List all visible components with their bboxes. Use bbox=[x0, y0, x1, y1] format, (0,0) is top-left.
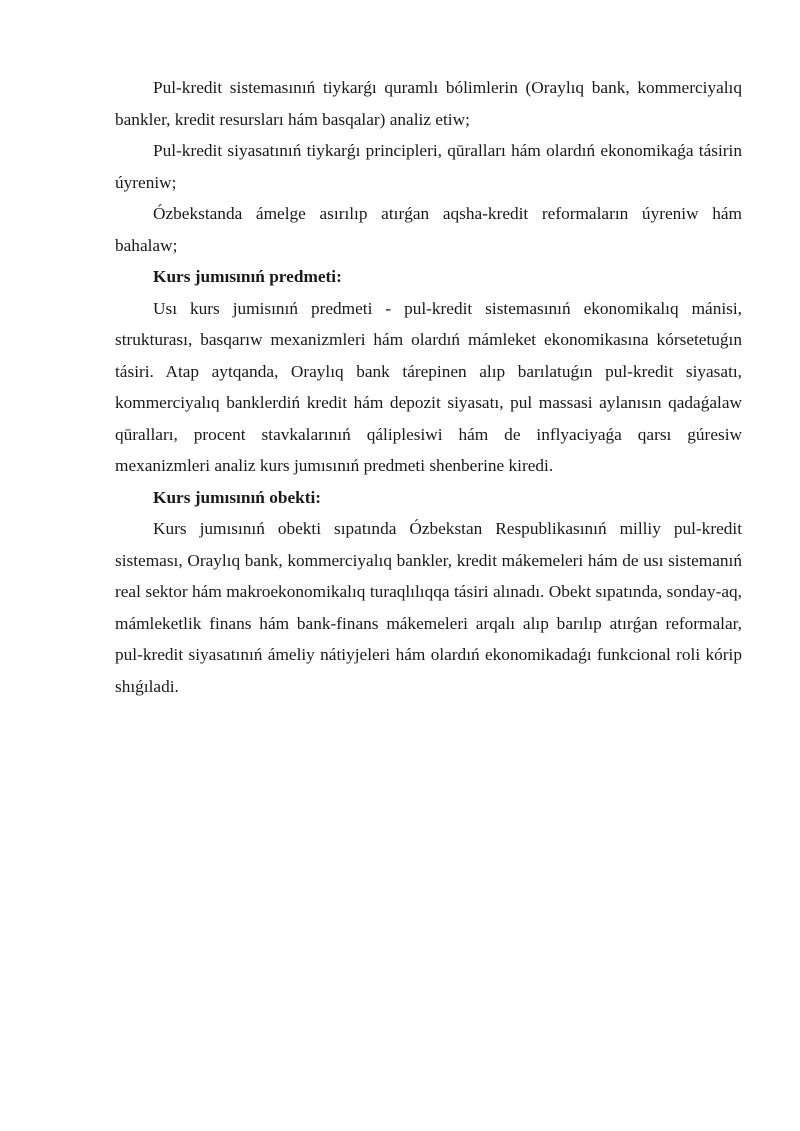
goal-paragraph-1: Pul-kredit sistemasınıń tiykarǵı quramlı bólimlerin (Oraylıq bank, kommerciyalıq bankler, kredit resursları hám basqalar) analiz etiw; bbox=[115, 78, 742, 129]
subject-heading: Kurs jumısınıń predmeti: bbox=[153, 267, 342, 286]
document-body bbox=[115, 72, 742, 702]
object-heading: Kurs jumısınıń obekti: bbox=[153, 487, 322, 507]
subject-paragraph: Usı kurs jumisınıń predmeti - pul-kredit sistemasınıń ekonomikalıq mánisi, strukturası, basqarıw mexanizmleri hám olardıń mámleket ekonomikasına kórsetetuǵın tásiri. Atap aytqanda, Oraylıq bank tárepinen alıp barılatuǵın pul-kredit siyasatı, kommerciyalıq banklerdiń kredit hám depozit siyasatı, pul massasi aylanısın qadaǵalaw qūralları, procent stavkalarınıń qáliplesiwi hám de inflyaciyaǵa qarsı gúresiw mexanizmleri analiz kurs jumısınıń predmeti shenberine kiredi. bbox=[115, 298, 742, 475]
object-paragraph: Kurs jumısınıń obekti sıpatında Ózbekstan Respublikasınıń milliy pul-kredit sisteması, Oraylıq bank, kommerciyalıq bankler, kredit mákemeleri hám de usı sistemanıń real sektor hám makroekonomikalıq turaqlılıqqa tásiri alınadı. Obekt sıpatında, sonday-aq, mámleketlik finans hám bank-finans mákemeleri arqalı alıp barılıp atırǵan reformalar, pul-kredit siyasatınıń ámeliy nátiyjeleri hám olardıń ekonomikadaǵı funkcional roli kórip shıǵıladi. bbox=[115, 519, 742, 696]
goal-paragraph-2: Pul-kredit siyasatınıń tiykarǵı principleri, qūralları hám olardıń ekonomikaǵa tásirin úyreniw; bbox=[115, 141, 742, 192]
goal-paragraph-3: Ózbekstanda ámelge asırılıp atırǵan aqsha-kredit reformaların úyreniw hám bahalaw; bbox=[115, 204, 742, 255]
